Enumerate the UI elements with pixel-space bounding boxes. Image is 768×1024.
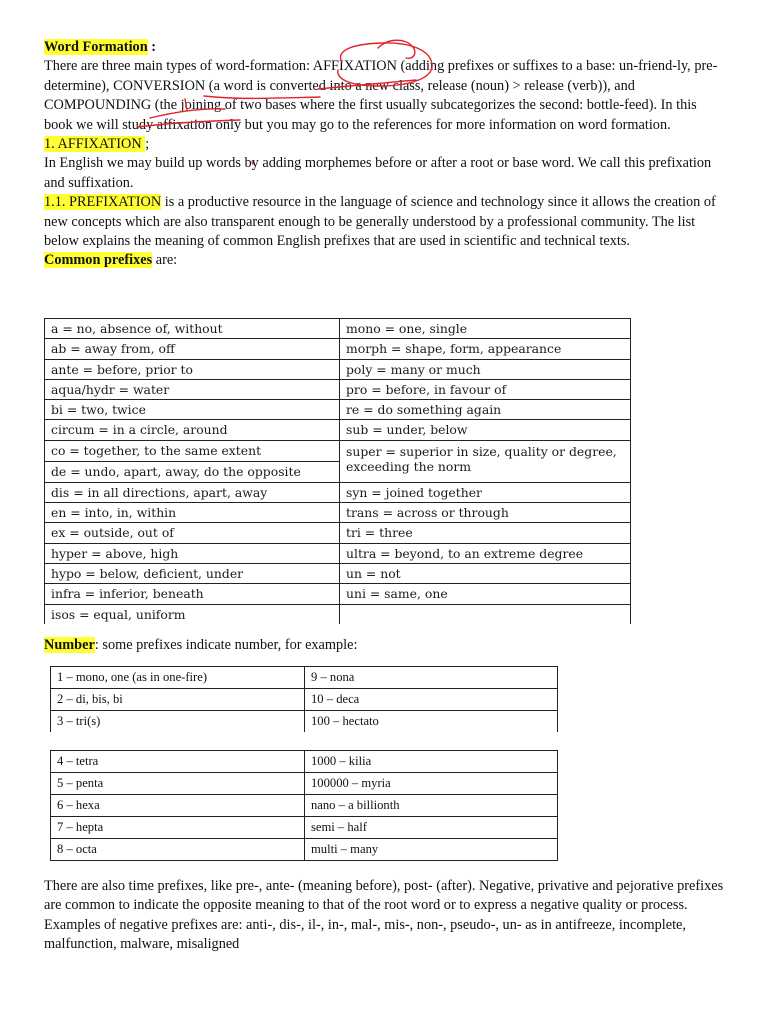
- document-page: [44, 38, 726, 271]
- number-table-a: [50, 666, 558, 732]
- struck-text: is converted: [256, 77, 326, 94]
- table-row: [45, 584, 631, 604]
- prefix-cell: de = undo, apart, away, do the opposite: [45, 461, 340, 482]
- prefix-cell: dis = in all directions, apart, away: [45, 482, 340, 502]
- table-row: [51, 773, 558, 795]
- prefix-cell: co = together, to the same extent: [45, 440, 340, 461]
- number-cell: nano – a billionth: [305, 795, 558, 817]
- prefix-cell: syn = joined together: [340, 482, 631, 502]
- number-cell: semi – half: [305, 817, 558, 839]
- prefix-cell: poly = many or much: [340, 359, 631, 379]
- table-row: [51, 751, 558, 773]
- table-row: [51, 839, 558, 861]
- table-row: [45, 319, 631, 339]
- prefix-cell: [340, 604, 631, 624]
- intro-paragraph: There are three main types of word-formation: AFFIXATION (adding prefixes or suffixes to a base: un-friend-ly, pre-determine), CONVERSION (a word is converted into a new class, release (noun) > release (verb)), and COMPOUNDING (the joining of two bases where the first usually subcategorizes the second: bottle-feed). In this book we will study affixation only but you may go to the references for more information on word formation.: [44, 58, 718, 133]
- number-cell: 1 – mono, one (as in one-fire): [51, 667, 305, 689]
- table-row: [45, 339, 631, 359]
- prefix-cell: a = no, absence of, without: [45, 319, 340, 339]
- number-cell: 100000 – myria: [305, 773, 558, 795]
- struck-text-2: this book we w: [44, 97, 697, 133]
- prefix-cell: ultra = beyond, to an extreme degree: [340, 543, 631, 563]
- section-prefixation: 1.1. PREFIXATION is a productive resource in the language of science and technology since it allows the creation of new concepts which are also transparent enough to be generally understood by a professional community. The list below explains the meaning of common English prefixes that are used in scientific and technical texts.: [44, 194, 716, 250]
- common-prefixes-table: [44, 318, 631, 624]
- prefix-cell: isos = equal, uniform: [45, 604, 340, 624]
- number-cell: 7 – hepta: [51, 817, 305, 839]
- prefix-cell: circum = in a circle, around: [45, 420, 340, 440]
- term-compounding: COMPOUNDING: [44, 97, 152, 114]
- closing-paragraph: There are also time prefixes, like pre-, ante- (meaning before), post- (after). Negative, privative and pejorative prefixes are common to indicate the opposite meaning to that of the root word or to express a negative quality or process. Examples of negative prefixes are: anti-, dis-, il-, in-, mal-, mis-, non-, pseudo-, un- as in antifreeze, incomplete, malfunction, malware, misaligned: [44, 878, 724, 953]
- term-conversion: CONVERSION: [113, 77, 206, 94]
- term-affixation: AFFIXATION: [312, 58, 397, 75]
- prefix-cell: uni = same, one: [340, 584, 631, 604]
- heading-text: Word Formation: [44, 39, 148, 55]
- table-row: [45, 482, 631, 502]
- number-cell: 8 – octa: [51, 839, 305, 861]
- prefix-cell: ab = away from, off: [45, 339, 340, 359]
- prefix-cell: ante = before, prior to: [45, 359, 340, 379]
- prefix-cell: en = into, in, within: [45, 503, 340, 523]
- table-row: [45, 563, 631, 583]
- prefix-cell: tri = three: [340, 523, 631, 543]
- table-row: [45, 400, 631, 420]
- table-row: [45, 379, 631, 399]
- number-cell: 6 – hexa: [51, 795, 305, 817]
- prefix-cell: mono = one, single: [340, 319, 631, 339]
- number-label: Number: some prefixes indicate number, for example:: [44, 637, 358, 653]
- prefixation-heading: 1.1. PREFIXATION: [44, 194, 162, 211]
- number-cell: 5 – penta: [51, 773, 305, 795]
- table-row: [51, 667, 558, 689]
- prefix-cell: re = do something again: [340, 400, 631, 420]
- table-row: [51, 817, 558, 839]
- table-row: [45, 440, 631, 461]
- prefix-cell: pro = before, in favour of: [340, 379, 631, 399]
- prefix-cell: ex = outside, out of: [45, 523, 340, 543]
- word-formation-heading: Word Formation :: [44, 39, 156, 55]
- prefix-cell: aqua/hydr = water: [45, 379, 340, 399]
- number-cell: 10 – deca: [305, 689, 558, 711]
- prefix-cell: super = superior in size, quality or degree, exceeding the norm: [340, 440, 631, 482]
- table-row: [51, 711, 558, 733]
- number-cell: multi – many: [305, 839, 558, 861]
- prefix-cell: hypo = below, deficient, under: [45, 563, 340, 583]
- number-cell: 3 – tri(s): [51, 711, 305, 733]
- prefix-cell: hyper = above, high: [45, 543, 340, 563]
- number-cell: 4 – tetra: [51, 751, 305, 773]
- table-row: [45, 604, 631, 624]
- common-prefixes-label: Common prefixes are:: [44, 252, 178, 269]
- prefix-cell: morph = shape, form, appearance: [340, 339, 631, 359]
- number-cell: 100 – hectato: [305, 711, 558, 733]
- table-row: [45, 543, 631, 563]
- table-row: [45, 359, 631, 379]
- table-row: [51, 795, 558, 817]
- prefix-cell: un = not: [340, 563, 631, 583]
- prefix-cell: bi = two, twice: [45, 400, 340, 420]
- section-affixation-text: In English we may build up words by adding morphemes before or after a root or base word. We call this prefixation and suffixation.: [44, 155, 712, 191]
- number-cell: 1000 – kilia: [305, 751, 558, 773]
- prefix-cell: trans = across or through: [340, 503, 631, 523]
- number-cell: 2 – di, bis, bi: [51, 689, 305, 711]
- table-row: [51, 689, 558, 711]
- table-row: [45, 523, 631, 543]
- section-affixation-heading: 1. AFFIXATION ;: [44, 136, 150, 153]
- prefix-cell: sub = under, below: [340, 420, 631, 440]
- table-row: [45, 420, 631, 440]
- table-row: [45, 503, 631, 523]
- number-table-b: [50, 750, 558, 861]
- number-cell: 9 – nona: [305, 667, 558, 689]
- prefix-cell: infra = inferior, beneath: [45, 584, 340, 604]
